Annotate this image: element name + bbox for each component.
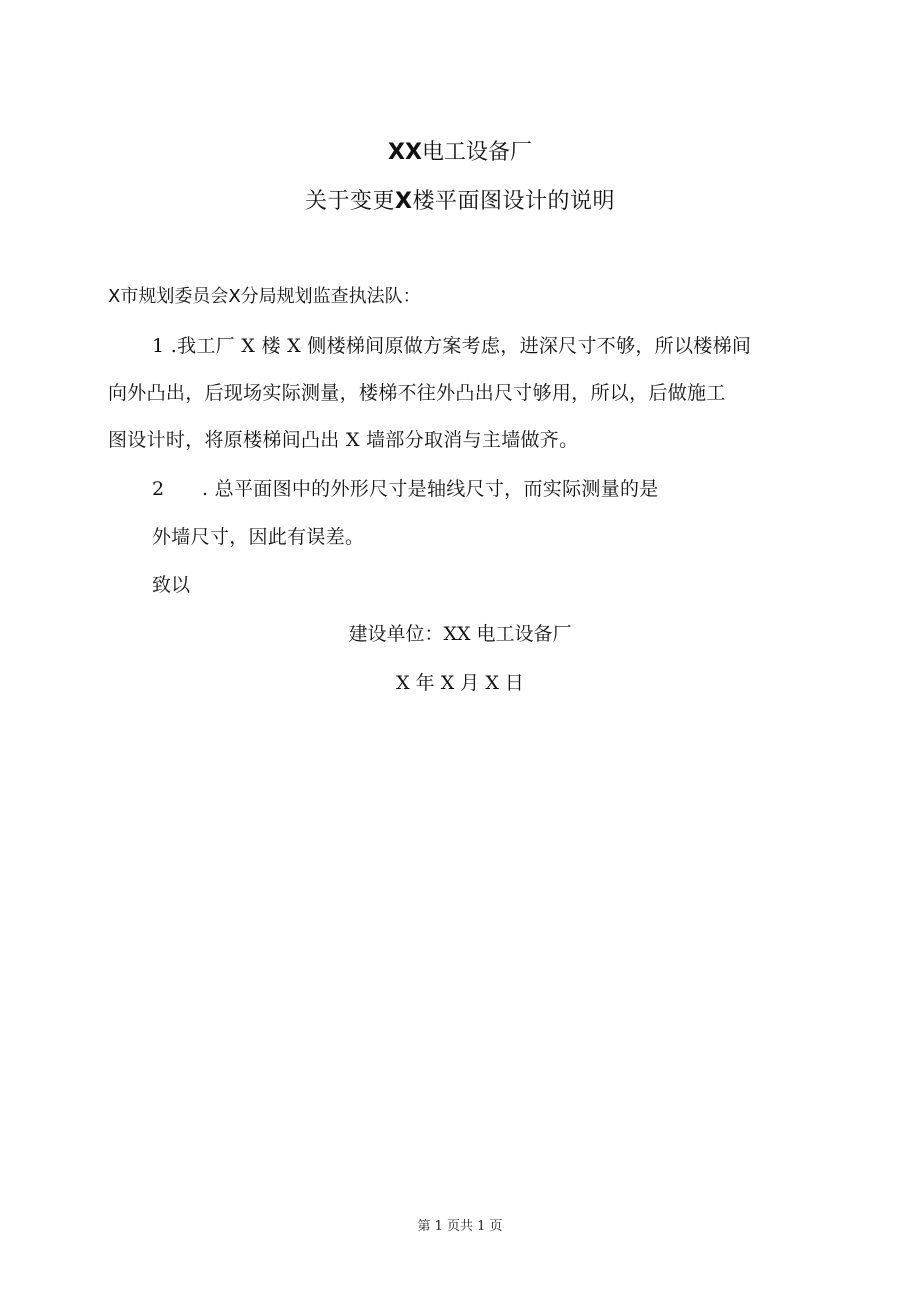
document-title (0, 138, 920, 168)
signer-line: 建设单位：XX 电工设备厂 (348, 623, 572, 645)
paragraph-1-line-2: 向外凸出，后现场实际测量，楼梯不往外凸出尺寸够用，所以，后做施工 (108, 382, 726, 404)
title-rest: 电工设备厂 (421, 140, 532, 165)
paragraph-1-line-1: 1 .我工厂 X 楼 X 侧楼梯间原做方案考虑，进深尺寸不够，所以楼梯间 (152, 335, 752, 357)
page-footer: 第 1 页共 1 页 (417, 1219, 503, 1234)
paragraph-2-number: 2 (152, 478, 165, 500)
addressee-line: X市规划委员会X分局规划监查执法队： (108, 286, 421, 307)
subtitle-before: 关于变更 (305, 189, 396, 214)
document-subtitle (0, 187, 920, 217)
subtitle-bold: X (395, 189, 413, 214)
paragraph-2-line-1: . 总平面图中的外形尺寸是轴线尺寸，而实际测量的是 (202, 478, 659, 500)
closing-line: 致以 (152, 574, 191, 596)
title-prefix: XX (388, 140, 422, 165)
paragraph-2-line-2: 外墙尺寸，因此有误差。 (152, 526, 365, 548)
date-line: X 年 X 月 X 日 (396, 672, 524, 694)
paragraph-1-line-3: 图设计时，将原楼梯间凸出 X 墙部分取消与主墙做齐。 (108, 429, 579, 451)
subtitle-after: 楼平面图设计的说明 (412, 189, 615, 214)
